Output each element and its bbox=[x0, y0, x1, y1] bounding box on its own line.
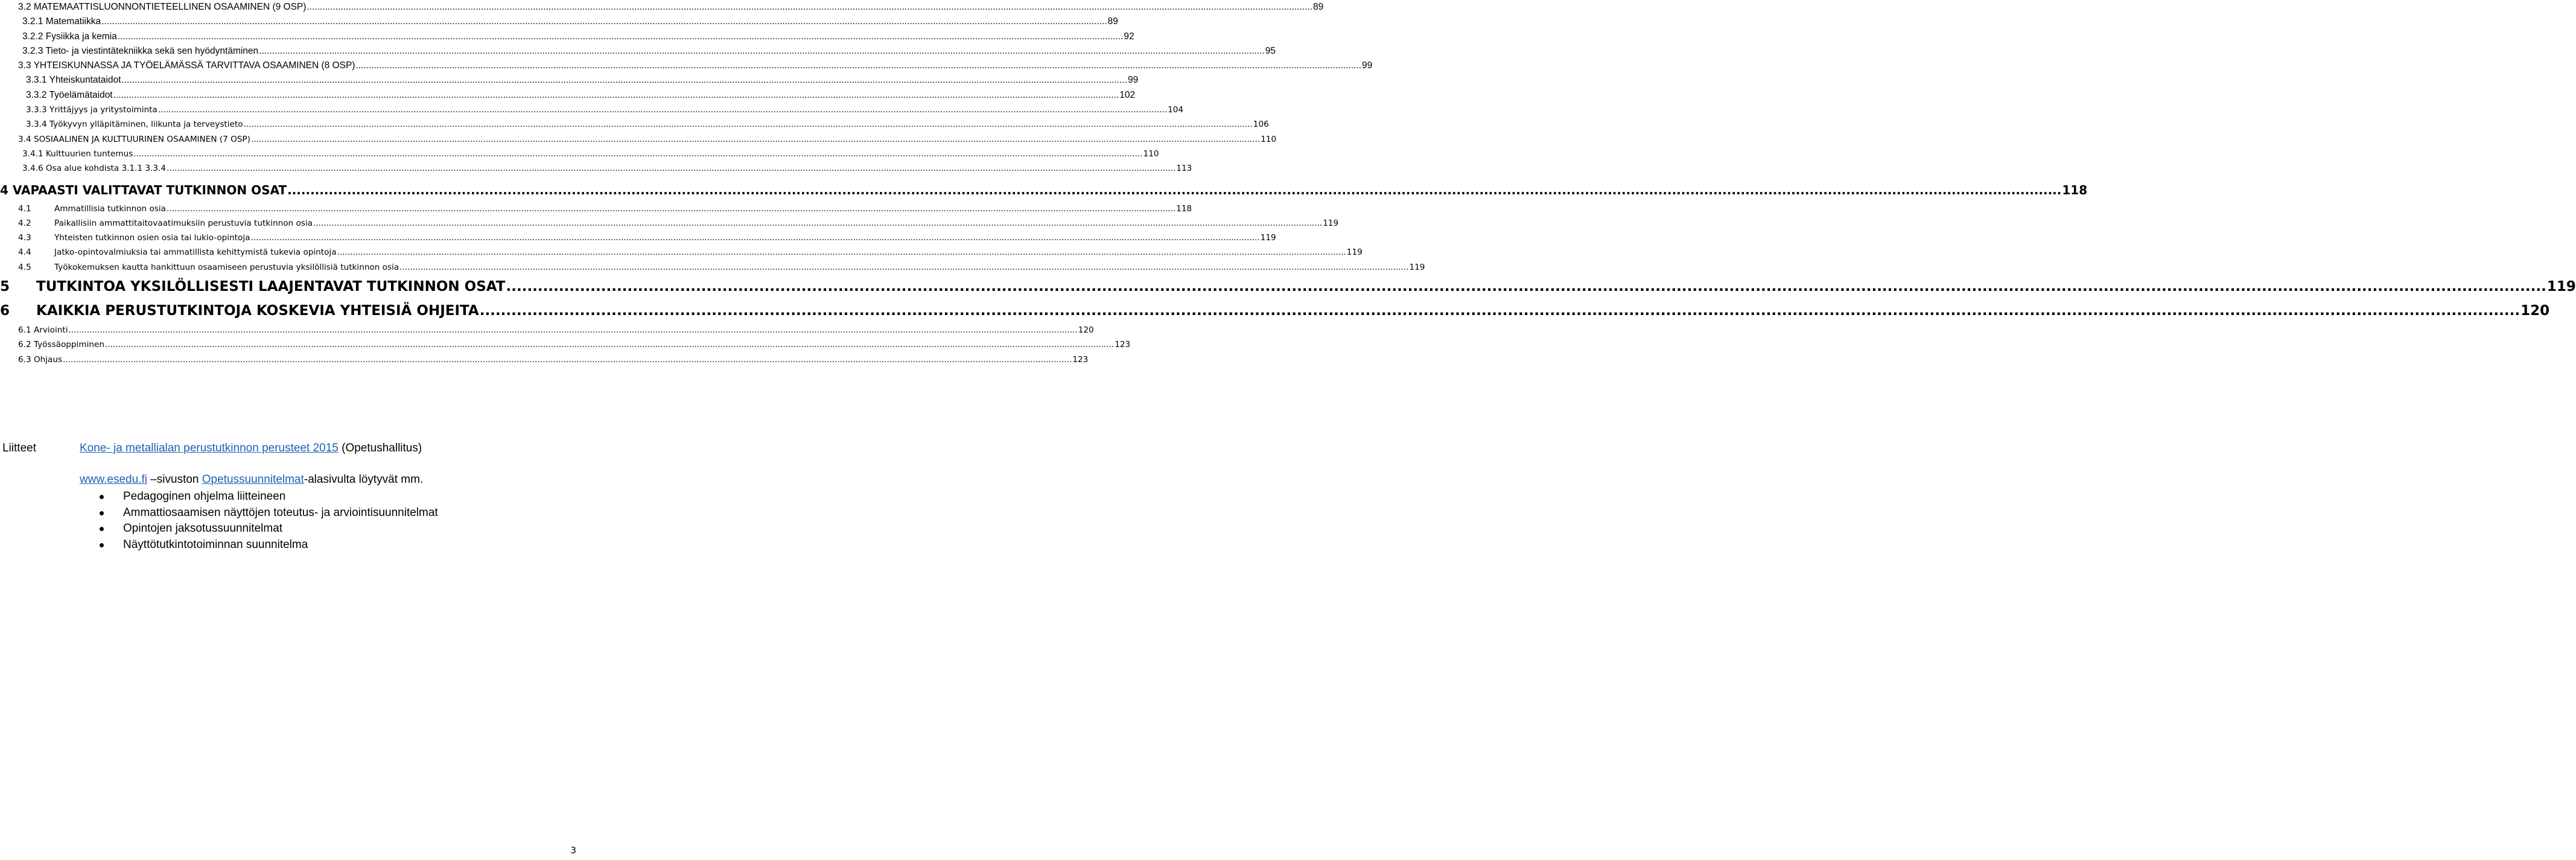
toc-leader bbox=[68, 323, 1077, 337]
toc-page-number: 102 bbox=[1119, 89, 1136, 100]
toc-entry-label: 4 VAPAASTI VALITTAVAT TUTKINNON OSAT bbox=[0, 182, 287, 197]
toc-entry[interactable] bbox=[18, 231, 1276, 245]
toc-page-number: 110 bbox=[1261, 134, 1277, 144]
toc-page-number: 119 bbox=[2546, 279, 2576, 295]
toc-page-number: 119 bbox=[1323, 218, 1339, 228]
toc-leader bbox=[158, 103, 1167, 117]
toc-entry-label: 3.2.2 Fysiikka ja kemia bbox=[22, 31, 117, 42]
toc-entry-label: 3.2.3 Tieto- ja viestintätekniikka sekä sen hyödyntäminen bbox=[22, 45, 259, 56]
toc-entry-label: 3.4 SOSIAALINEN JA KULTTUURINEN OSAAMINEN (7 OSP) bbox=[18, 134, 250, 144]
toc-chapter-entry[interactable] bbox=[0, 275, 2576, 299]
toc-entry-label: 3.2 MATEMAATTISLUONNONTIETEELLINEN OSAAMINEN (9 OSP) bbox=[18, 2, 307, 12]
toc-leader bbox=[101, 14, 1107, 29]
bullet-icon bbox=[100, 495, 104, 499]
toc-entry[interactable] bbox=[18, 44, 1276, 59]
toc-chapter-entry[interactable] bbox=[0, 299, 2550, 323]
toc-entry[interactable] bbox=[18, 14, 1118, 29]
toc-entry[interactable] bbox=[18, 216, 1339, 231]
toc-leader bbox=[313, 216, 1322, 231]
toc-page-number: 89 bbox=[1107, 16, 1118, 27]
toc-leader bbox=[118, 30, 1124, 44]
toc-entry-label: 3.4.6 Osa alue kohdista 3.1.1 3.3.4 bbox=[22, 164, 167, 174]
toc-page-number: 120 bbox=[2520, 303, 2550, 319]
toc-leader bbox=[399, 260, 1408, 275]
toc-entry[interactable] bbox=[18, 337, 1131, 352]
list-item-label: Ammattiosaamisen näyttöjen toteutus- ja arviointisuunnitelmat bbox=[123, 506, 438, 519]
opetussuunnitelmat-link[interactable]: Opetussuunnitelmat bbox=[202, 473, 304, 486]
toc-entry-label: Työkokemuksen kautta hankittuun osaamiseen perustuvia yksilöllisiä tutkinnon osia bbox=[54, 262, 399, 272]
toc-entry-label: 3.3.3 Yrittäjyys ja yritystoiminta bbox=[26, 105, 157, 115]
toc-page-number: 118 bbox=[1176, 203, 1192, 214]
list-item-label: Näyttötutkintotoiminnan suunnitelma bbox=[123, 538, 308, 551]
bullet-icon bbox=[100, 511, 104, 515]
toc-entry[interactable] bbox=[18, 117, 1269, 132]
attachment-text: -alasivulta löytyvät mm. bbox=[304, 473, 424, 486]
toc-entry-number: 6 bbox=[0, 303, 10, 319]
toc-page-number: 118 bbox=[2062, 182, 2088, 197]
toc-entry-label: 3.3.4 Työkyvyn ylläpitäminen, liikunta ja terveystieto bbox=[26, 119, 243, 130]
toc-leader bbox=[121, 73, 1127, 88]
attachments-label: Liitteet bbox=[2, 442, 36, 454]
list-item-label: Pedagoginen ohjelma liitteineen bbox=[123, 490, 286, 503]
toc-leader bbox=[337, 245, 1346, 260]
list-item bbox=[93, 521, 438, 537]
attachment-line bbox=[80, 473, 423, 486]
toc-page-number: 123 bbox=[1072, 354, 1089, 365]
bullet-icon bbox=[100, 543, 104, 547]
toc-page-number: 119 bbox=[1409, 262, 1425, 272]
toc-entry[interactable] bbox=[18, 147, 1159, 161]
toc-page-number: 110 bbox=[1143, 148, 1159, 159]
toc-entry-label: Yhteisten tutkinnon osien osia tai lukio-opintoja bbox=[54, 233, 250, 243]
toc-leader bbox=[480, 299, 2520, 323]
toc-entry-label: Paikallisiin ammattitaitovaatimuksiin perustuvia tutkinnon osia bbox=[54, 218, 313, 228]
toc-entry-label: Ammatillisia tutkinnon osia bbox=[54, 203, 166, 214]
toc-entry-label: KAIKKIA PERUSTUTKINTOJA KOSKEVIA YHTEISIÄ OHJEITA bbox=[36, 303, 479, 319]
toc-entry[interactable] bbox=[18, 59, 1373, 73]
page-number: 3 bbox=[570, 845, 576, 856]
toc-chapter-entry[interactable] bbox=[0, 180, 2088, 200]
toc-leader bbox=[113, 88, 1119, 103]
toc-entry-label: 6.1 Arviointi bbox=[18, 325, 68, 336]
toc-entry-label: 3.3.2 Työelämätaidot bbox=[26, 89, 113, 100]
toc-page-number: 119 bbox=[1346, 247, 1363, 258]
toc-entry-number: 4.5 bbox=[18, 262, 31, 272]
toc-entry[interactable] bbox=[18, 30, 1134, 44]
curriculum-link[interactable]: Kone- ja metallialan perustutkinnon perusteet 2015 bbox=[80, 442, 339, 454]
toc-leader bbox=[506, 275, 2546, 299]
toc-entry[interactable] bbox=[18, 245, 1363, 260]
toc-entry[interactable] bbox=[18, 260, 1425, 275]
toc-entry-label: 6.2 Työssäoppiminen bbox=[18, 340, 104, 350]
toc-leader bbox=[355, 59, 1361, 73]
list-item bbox=[93, 537, 438, 553]
toc-leader bbox=[250, 231, 1259, 245]
toc-page-number: 106 bbox=[1253, 119, 1269, 130]
toc-leader bbox=[167, 161, 1175, 176]
toc-entry[interactable] bbox=[18, 73, 1139, 88]
toc-leader bbox=[133, 147, 1142, 161]
attachment-text: –sivuston bbox=[147, 473, 202, 486]
toc-entry[interactable] bbox=[18, 323, 1094, 337]
attachment-source-text: (Opetushallitus) bbox=[338, 442, 422, 454]
toc-entry-number: 4.4 bbox=[18, 247, 31, 258]
bullet-icon bbox=[100, 527, 104, 531]
toc-entry-label: Jatko-opintovalmiuksia tai ammatillista kehittymistä tukevia opintoja bbox=[54, 247, 337, 258]
toc-leader bbox=[287, 180, 2061, 200]
toc-entry-label: 6.3 Ohjaus bbox=[18, 354, 63, 365]
attachment-list bbox=[93, 489, 438, 553]
toc-entry[interactable] bbox=[18, 88, 1136, 103]
toc-page-number: 95 bbox=[1265, 45, 1276, 56]
toc-entry[interactable] bbox=[18, 161, 1192, 176]
toc-page-number: 119 bbox=[1260, 233, 1276, 243]
toc-page-number: 120 bbox=[1078, 325, 1094, 336]
attachment-line bbox=[80, 442, 422, 455]
toc-entry[interactable] bbox=[18, 103, 1184, 117]
toc-page-number: 113 bbox=[1176, 164, 1192, 174]
toc-entry-label: 3.4.1 Kulttuurien tuntemus bbox=[22, 148, 133, 159]
table-of-contents bbox=[0, 0, 2576, 367]
toc-entry-label: 3.3.1 Yhteiskuntataidot bbox=[26, 75, 121, 86]
toc-page-number: 92 bbox=[1124, 31, 1134, 42]
toc-leader bbox=[167, 202, 1175, 216]
toc-leader bbox=[105, 337, 1114, 352]
toc-entry-number: 4.1 bbox=[18, 203, 31, 214]
toc-entry[interactable] bbox=[18, 132, 1277, 147]
toc-leader bbox=[251, 132, 1260, 147]
toc-entry-number: 4.2 bbox=[18, 218, 31, 228]
toc-entry-number: 5 bbox=[0, 279, 10, 295]
toc-leader bbox=[63, 352, 1072, 367]
toc-page-number: 123 bbox=[1115, 340, 1131, 350]
toc-entry[interactable] bbox=[18, 352, 1089, 367]
toc-leader bbox=[244, 117, 1253, 132]
toc-page-number: 104 bbox=[1168, 105, 1184, 115]
toc-entry[interactable] bbox=[18, 0, 1324, 14]
toc-entry-number: 4.3 bbox=[18, 233, 31, 243]
esedu-link[interactable]: www.esedu.fi bbox=[80, 473, 147, 486]
toc-page-number: 99 bbox=[1362, 60, 1373, 71]
toc-entry-label: 3.3 YHTEISKUNNASSA JA TYÖELÄMÄSSÄ TARVITTAVA OSAAMINEN (8 OSP) bbox=[18, 60, 355, 71]
toc-entry[interactable] bbox=[18, 202, 1192, 216]
toc-entry-label: 3.2.1 Matematiikka bbox=[22, 16, 101, 27]
list-item bbox=[93, 489, 438, 505]
toc-leader bbox=[307, 0, 1312, 14]
toc-leader bbox=[259, 44, 1265, 59]
list-item-label: Opintojen jaksotussuunnitelmat bbox=[123, 522, 283, 535]
toc-page-number: 99 bbox=[1128, 75, 1139, 86]
toc-page-number: 89 bbox=[1313, 2, 1324, 12]
list-item bbox=[93, 505, 438, 521]
toc-entry-label: TUTKINTOA YKSILÖLLISESTI LAAJENTAVAT TUTKINNON OSAT bbox=[36, 279, 506, 295]
